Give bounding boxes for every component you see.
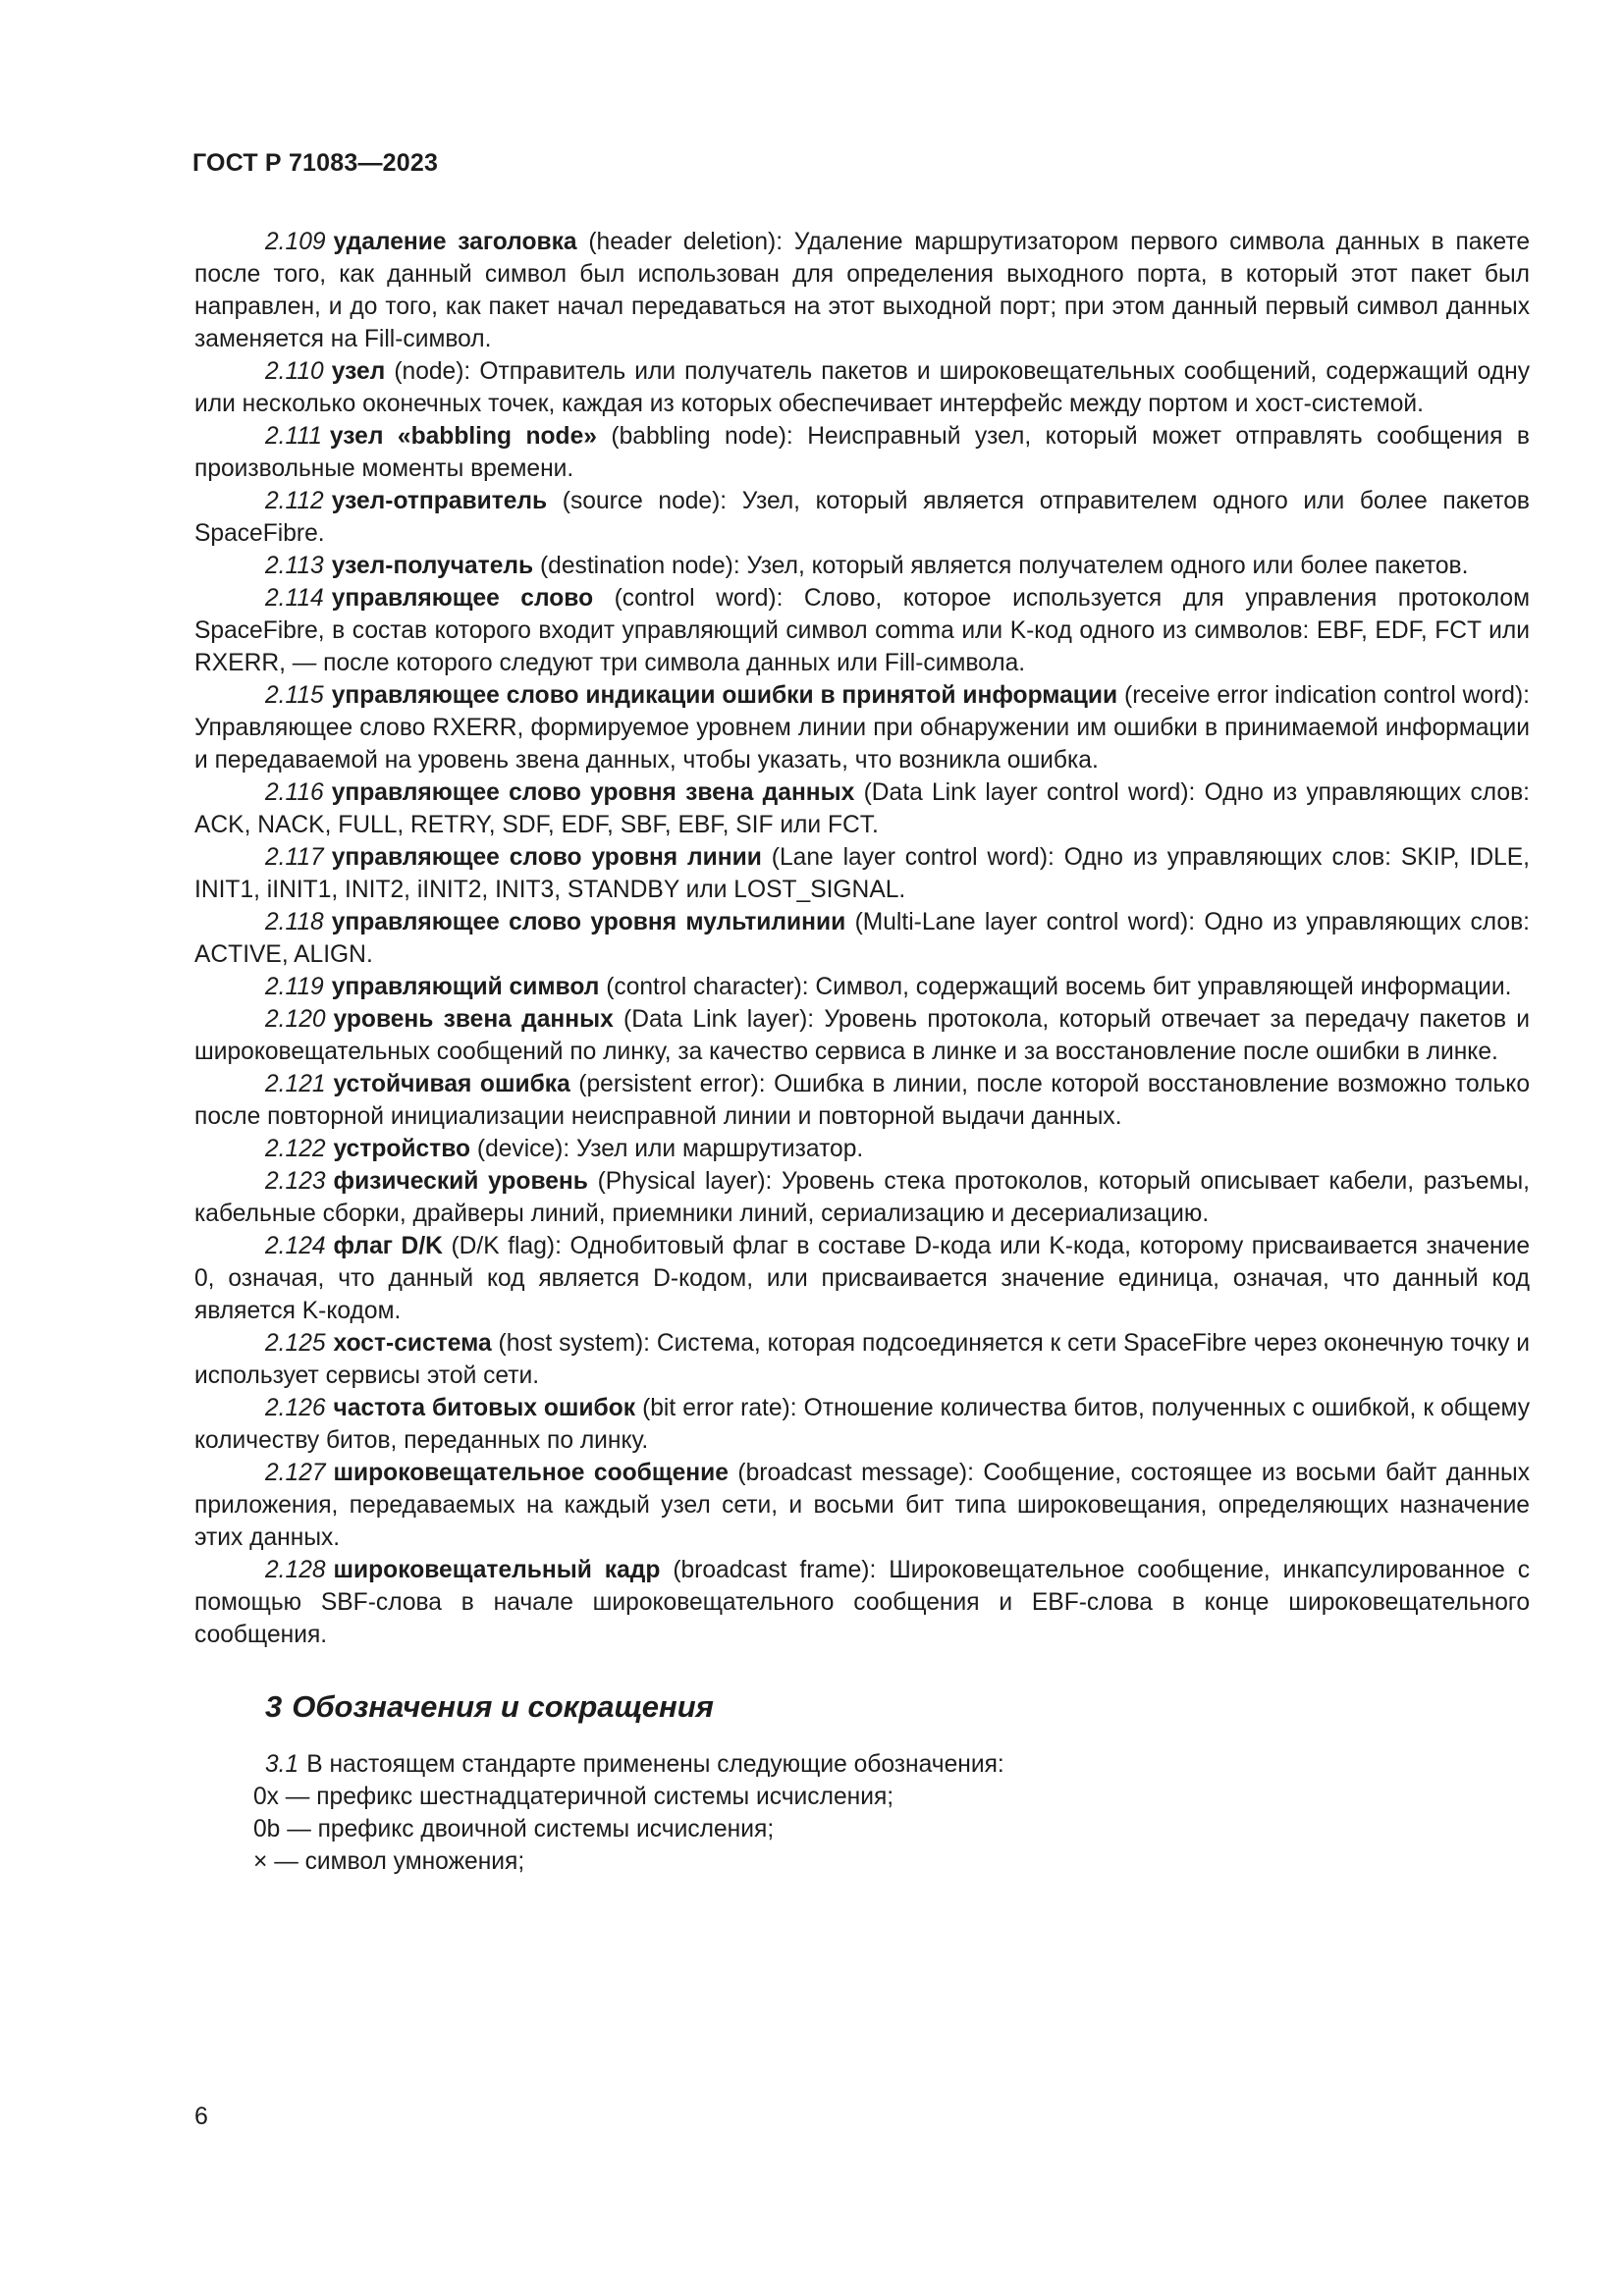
term-entry: [194, 776, 1530, 841]
page-content: [194, 226, 1530, 1878]
term-name: управляющее слово индикации ошибки в принятой информации: [331, 682, 1118, 709]
term-entry: [194, 1457, 1530, 1554]
term-definition: (Data Link layer control word): Одно из управляющих слов: ACK, NACK, FULL, RETRY, SDF, EDF, SBF, EBF, SIF или FCT.: [194, 779, 1530, 838]
term-name: устойчивая ошибка: [333, 1071, 570, 1097]
term-entry: [194, 906, 1530, 971]
term-name: узел: [331, 358, 386, 385]
standard-designation: ГОСТ Р 71083—2023: [192, 149, 439, 177]
term-number: 2.114: [265, 585, 324, 612]
term-entry: [194, 1392, 1530, 1457]
term-number: 2.112: [265, 488, 324, 514]
term-name: широковещательное сообщение: [333, 1460, 729, 1486]
term-definition: (Lane layer control word): Одно из управляющих слов: SKIP, IDLE, INIT1, iINIT1, INIT2, iINIT2, INIT3, STANDBY или LOST_SIGNAL.: [194, 844, 1530, 903]
term-number: 2.117: [265, 844, 324, 871]
term-entry: [194, 582, 1530, 679]
term-name: флаг D/K: [333, 1233, 443, 1259]
term-definition: (bit error rate): Отношение количества битов, полученных с ошибкой, к общему количеству битов, переданных по линку.: [194, 1395, 1530, 1454]
page-number: 6: [194, 2103, 208, 2130]
terms-list: [194, 226, 1530, 1651]
term-definition: (destination node): Узел, который является получателем одного или более пакетов.: [533, 553, 1469, 579]
term-entry: [194, 679, 1530, 776]
clause-text: В настоящем стандарте применены следующие обозначения:: [306, 1751, 1004, 1778]
term-entry: [194, 1554, 1530, 1651]
term-number: 2.120: [265, 1006, 326, 1033]
term-name: удаление заголовка: [333, 229, 577, 255]
term-entry: [194, 1003, 1530, 1068]
term-name: узел-отправитель: [331, 488, 548, 514]
section-title: Обозначения и сокращения: [292, 1689, 714, 1724]
term-name: устройство: [333, 1136, 471, 1162]
term-definition: (Physical layer): Уровень стека протоколов, который описывает кабели, разъемы, кабельные сборки, драйверы линий, приемники линий, сериализацию и десериализацию.: [194, 1168, 1530, 1227]
term-number: 2.118: [265, 909, 324, 935]
term-number: 2.119: [265, 974, 324, 1000]
term-number: 2.115: [265, 682, 324, 709]
term-definition: (broadcast frame): Широковещательное сообщение, инкапсулированное с помощью SBF-слова в начале широковещательного сообщения и EBF-слова в конце широковещательного сообщения.: [194, 1557, 1530, 1648]
term-name: уровень звена данных: [333, 1006, 614, 1033]
term-number: 2.109: [265, 229, 326, 255]
term-name: управляющее слово: [331, 585, 594, 612]
term-number: 2.122: [265, 1136, 326, 1162]
term-entry: [194, 355, 1530, 420]
term-name: управляющий символ: [331, 974, 600, 1000]
term-entry: [194, 971, 1530, 1003]
term-number: 2.126: [265, 1395, 326, 1421]
term-number: 2.113: [265, 553, 324, 579]
term-definition: (babbling node): Неисправный узел, который может отправлять сообщения в произвольные моменты времени.: [194, 423, 1530, 482]
term-definition: (broadcast message): Сообщение, состоящее из восьми байт данных приложения, передаваемых на каждый узел сети, и восьми бит типа широковещания, определяющих назначение этих данных.: [194, 1460, 1530, 1551]
term-definition: (node): Отправитель или получатель пакетов и широковещательных сообщений, содержащий одну или несколько оконечных точек, каждая из которых обеспечивает интерфейс между портом и хост-системой.: [194, 358, 1530, 417]
term-name: узел «babbling node»: [329, 423, 597, 450]
term-definition: (source node): Узел, который является отправителем одного или более пакетов SpaceFibre.: [194, 488, 1530, 547]
term-entry: [194, 1068, 1530, 1133]
section-intro: [194, 1748, 1530, 1781]
term-number: 2.123: [265, 1168, 326, 1195]
term-number: 2.110: [265, 358, 324, 385]
term-entry: [194, 420, 1530, 485]
symbol-item: 0x — префикс шестнадцатеричной системы исчисления;: [253, 1784, 894, 1810]
term-definition: (D/K flag): Однобитовый флаг в составе D-кода или K-кода, которому присваивается значение 0, означая, что данный код является D-кодом, или присваивается значение единица, означая, что данный код является K-кодом.: [194, 1233, 1531, 1324]
term-number: 2.111: [265, 423, 322, 450]
symbol-item: 0b — префикс двоичной системы исчисления;: [253, 1816, 775, 1842]
term-definition: (Data Link layer): Уровень протокола, который отвечает за передачу пакетов и широковещательных сообщений по линку, за качество сервиса в линке и за восстановление после ошибки в линке.: [194, 1006, 1531, 1065]
term-definition: (device): Узел или маршрутизатор.: [470, 1136, 864, 1162]
term-definition: (control character): Символ, содержащий восемь бит управляющей информации.: [599, 974, 1512, 1000]
term-definition: (control word): Слово, которое используется для управления протоколом SpaceFibre, в состав которого входит управляющий символ comma или K-код одного из символов: EBF, EDF, FCT или RXERR, — после которого следуют три символа данных или Fill-символа.: [194, 585, 1530, 676]
term-definition: (host system): Система, которая подсоединяется к сети SpaceFibre через оконечную точку и использует сервисы этой сети.: [194, 1330, 1530, 1389]
section-number: 3: [265, 1689, 283, 1724]
term-name: управляющее слово уровня звена данных: [331, 779, 855, 806]
term-entry: [194, 485, 1530, 550]
term-name: частота битовых ошибок: [333, 1395, 636, 1421]
term-entry: [194, 550, 1530, 582]
term-name: управляющее слово уровня мультилинии: [331, 909, 846, 935]
term-entry: [194, 1230, 1530, 1327]
term-name: физический уровень: [333, 1168, 588, 1195]
term-entry: [194, 1165, 1530, 1230]
term-definition: (Multi-Lane layer control word): Одно из управляющих слов: ACTIVE, ALIGN.: [194, 909, 1531, 968]
term-number: 2.124: [265, 1233, 326, 1259]
term-entry: [194, 1133, 1530, 1165]
term-entry: [194, 226, 1530, 355]
term-name: узел-получатель: [331, 553, 534, 579]
clause-number: 3.1: [265, 1751, 299, 1778]
symbol-item: × — символ умножения;: [253, 1848, 525, 1875]
section-heading: [265, 1690, 1530, 1723]
term-number: 2.116: [265, 779, 324, 806]
term-name: управляющее слово уровня линии: [331, 844, 762, 871]
term-definition: (receive error indication control word): Управляющее слово RXERR, формируемое уровнем линии при обнаружении им ошибки в принимаемой информации и передаваемой на уровень звена данных, чтобы указать, что возникла ошибка.: [194, 682, 1530, 774]
term-entry: [194, 841, 1530, 906]
term-definition: (header deletion): Удаление маршрутизатором первого символа данных в пакете после того, как данный символ был использован для определения выходного порта, в который этот пакет был направлен, и до того, как пакет начал передаваться на этот выходной порт; при этом данный первый символ данных заменяется на Fill-символ.: [194, 229, 1531, 352]
term-definition: (persistent error): Ошибка в линии, после которой восстановление возможно только после повторной инициализации неисправной линии и повторной выдачи данных.: [194, 1071, 1530, 1130]
term-number: 2.121: [265, 1071, 326, 1097]
term-name: широковещательный кадр: [333, 1557, 661, 1583]
term-number: 2.127: [265, 1460, 326, 1486]
term-name: хост-система: [333, 1330, 492, 1357]
term-number: 2.125: [265, 1330, 326, 1357]
term-entry: [194, 1327, 1530, 1392]
term-number: 2.128: [265, 1557, 326, 1583]
